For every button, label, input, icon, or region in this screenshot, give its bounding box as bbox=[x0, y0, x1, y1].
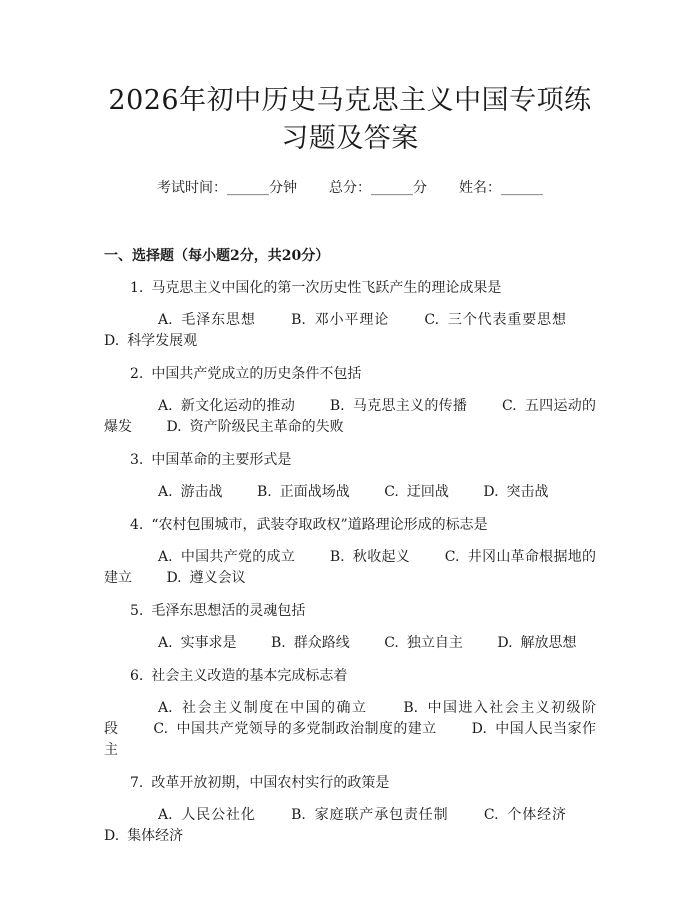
option-item bbox=[153, 721, 436, 737]
option-text: 五四运动的爆发 bbox=[104, 398, 597, 435]
option-text: 实事求是 bbox=[180, 635, 237, 651]
option-item bbox=[158, 807, 256, 823]
option-letter: B. bbox=[291, 807, 306, 823]
question-item bbox=[104, 666, 596, 761]
option-item bbox=[166, 419, 343, 435]
option-item bbox=[158, 484, 223, 500]
question-stem bbox=[104, 364, 596, 384]
question-text: 毛泽东思想活的灵魂包括 bbox=[151, 603, 306, 619]
name-label: 姓名： bbox=[459, 180, 501, 196]
score-unit: 分 bbox=[413, 180, 427, 196]
option-item bbox=[158, 700, 367, 716]
option-list bbox=[104, 698, 596, 761]
question-item bbox=[104, 601, 596, 654]
score-blank: ______ bbox=[371, 180, 413, 196]
option-item bbox=[291, 312, 389, 328]
option-text: 中国进入社会主义初级阶段 bbox=[104, 700, 597, 737]
question-stem bbox=[104, 450, 596, 470]
question-stem bbox=[104, 278, 596, 298]
option-letter: A. bbox=[158, 700, 173, 716]
option-text: 游击战 bbox=[180, 484, 223, 500]
option-letter: C. bbox=[384, 484, 399, 500]
question-number: 7. bbox=[130, 775, 144, 791]
question-text: “农村包围城市，武装夺取政权”道路理论形成的标志是 bbox=[151, 517, 488, 533]
option-letter: D. bbox=[166, 419, 182, 435]
time-unit: 分钟 bbox=[269, 180, 297, 196]
question-number: 2. bbox=[130, 366, 144, 382]
name-blank: ______ bbox=[501, 180, 543, 196]
option-text: 突击战 bbox=[506, 484, 549, 500]
option-letter: D. bbox=[497, 635, 513, 651]
option-letter: D. bbox=[483, 484, 499, 500]
option-text: 家庭联产承包责任制 bbox=[313, 807, 449, 823]
option-text: 群众路线 bbox=[293, 635, 350, 651]
option-text: 独立自主 bbox=[406, 635, 463, 651]
option-item bbox=[158, 312, 256, 328]
option-list bbox=[104, 482, 596, 503]
option-letter: D. bbox=[471, 721, 487, 737]
option-item bbox=[166, 570, 245, 586]
option-letter: B. bbox=[291, 312, 306, 328]
question-number: 1. bbox=[130, 280, 144, 296]
score-label: 总分： bbox=[329, 180, 371, 196]
option-text: 个体经济 bbox=[506, 807, 567, 823]
option-text: 中国共产党领导的多党制政治制度的建立 bbox=[176, 721, 437, 737]
option-letter: A. bbox=[158, 807, 173, 823]
option-text: 马克思主义的传播 bbox=[352, 398, 468, 414]
question-text: 中国革命的主要形式是 bbox=[151, 452, 292, 468]
option-item bbox=[330, 549, 410, 565]
question-stem bbox=[104, 666, 596, 686]
option-letter: C. bbox=[501, 398, 517, 414]
option-letter: C. bbox=[384, 635, 399, 651]
option-letter: A. bbox=[158, 549, 173, 565]
option-text: 解放思想 bbox=[520, 635, 577, 651]
option-item bbox=[104, 828, 183, 844]
option-text: 秋收起义 bbox=[352, 549, 411, 565]
student-name bbox=[459, 178, 543, 198]
option-item bbox=[291, 807, 448, 823]
option-text: 科学发展观 bbox=[127, 333, 198, 349]
option-letter: D. bbox=[166, 570, 182, 586]
option-letter: C. bbox=[483, 807, 499, 823]
option-text: 社会主义制度在中国的确立 bbox=[180, 700, 368, 716]
question-stem bbox=[104, 601, 596, 621]
question-text: 马克思主义中国化的第一次历史性飞跃产生的理论成果是 bbox=[151, 280, 502, 296]
option-list bbox=[104, 396, 596, 438]
option-item bbox=[104, 333, 197, 349]
option-list bbox=[104, 805, 596, 847]
option-letter: A. bbox=[158, 635, 173, 651]
option-item bbox=[158, 549, 295, 565]
option-item bbox=[384, 484, 449, 500]
question-item bbox=[104, 278, 596, 352]
question-item bbox=[104, 773, 596, 847]
option-text: 正面战场战 bbox=[279, 484, 350, 500]
option-item bbox=[384, 635, 463, 651]
option-letter: A. bbox=[158, 484, 173, 500]
question-number: 3. bbox=[130, 452, 144, 468]
section-title: 一、选择题（每小题2分，共20分） bbox=[104, 248, 330, 264]
total-score bbox=[329, 178, 427, 198]
question-number: 6. bbox=[130, 668, 144, 684]
question-item bbox=[104, 515, 596, 589]
option-letter: B. bbox=[271, 635, 286, 651]
option-letter: B. bbox=[257, 484, 272, 500]
exam-meta bbox=[104, 178, 596, 198]
option-letter: D. bbox=[104, 333, 120, 349]
option-text: 迂回战 bbox=[406, 484, 449, 500]
question-list bbox=[104, 278, 596, 847]
option-text: 人民公社化 bbox=[180, 807, 256, 823]
option-letter: C. bbox=[153, 721, 169, 737]
option-text: 中国共产党的成立 bbox=[180, 549, 296, 565]
question-stem bbox=[104, 515, 596, 535]
option-text: 集体经济 bbox=[127, 828, 184, 844]
option-text: 遵义会议 bbox=[189, 570, 246, 586]
question-number: 4. bbox=[130, 517, 144, 533]
option-item bbox=[271, 635, 350, 651]
option-letter: C. bbox=[444, 549, 460, 565]
option-item bbox=[484, 807, 566, 823]
option-list bbox=[104, 547, 596, 589]
option-list bbox=[104, 310, 596, 352]
option-letter: B. bbox=[403, 700, 419, 716]
option-letter: A. bbox=[158, 312, 173, 328]
option-text: 新文化运动的推动 bbox=[180, 398, 296, 414]
page-title: 2026年初中历史马克思主义中国专项练习题及答案 bbox=[108, 85, 592, 154]
option-letter: C. bbox=[424, 312, 440, 328]
question-stem bbox=[104, 773, 596, 793]
question-text: 中国共产党成立的历史条件不包括 bbox=[151, 366, 362, 382]
time-label: 考试时间： bbox=[157, 180, 227, 196]
option-item bbox=[257, 484, 350, 500]
option-item bbox=[158, 635, 237, 651]
question-number: 5. bbox=[130, 603, 144, 619]
option-text: 中国人民当家作主 bbox=[104, 721, 597, 758]
question-text: 改革开放初期，中国农村实行的政策是 bbox=[151, 775, 390, 791]
option-item bbox=[424, 312, 566, 328]
option-item bbox=[158, 398, 295, 414]
option-letter: D. bbox=[104, 828, 120, 844]
option-text: 井冈山革命根据地的建立 bbox=[104, 549, 597, 586]
question-text: 社会主义改造的基本完成标志着 bbox=[151, 668, 348, 684]
question-item bbox=[104, 450, 596, 503]
option-text: 三个代表重要思想 bbox=[447, 312, 567, 328]
option-text: 毛泽东思想 bbox=[180, 312, 256, 328]
option-text: 邓小平理论 bbox=[313, 312, 390, 328]
option-item bbox=[330, 398, 467, 414]
option-letter: B. bbox=[329, 398, 345, 414]
option-list bbox=[104, 633, 596, 654]
question-item bbox=[104, 364, 596, 438]
time-blank: ______ bbox=[227, 180, 269, 196]
option-text: 资产阶级民主革命的失败 bbox=[189, 419, 344, 435]
option-letter: B. bbox=[329, 549, 345, 565]
exam-time bbox=[157, 178, 297, 198]
option-letter: A. bbox=[158, 398, 173, 414]
option-item bbox=[483, 484, 548, 500]
option-item bbox=[497, 635, 576, 651]
